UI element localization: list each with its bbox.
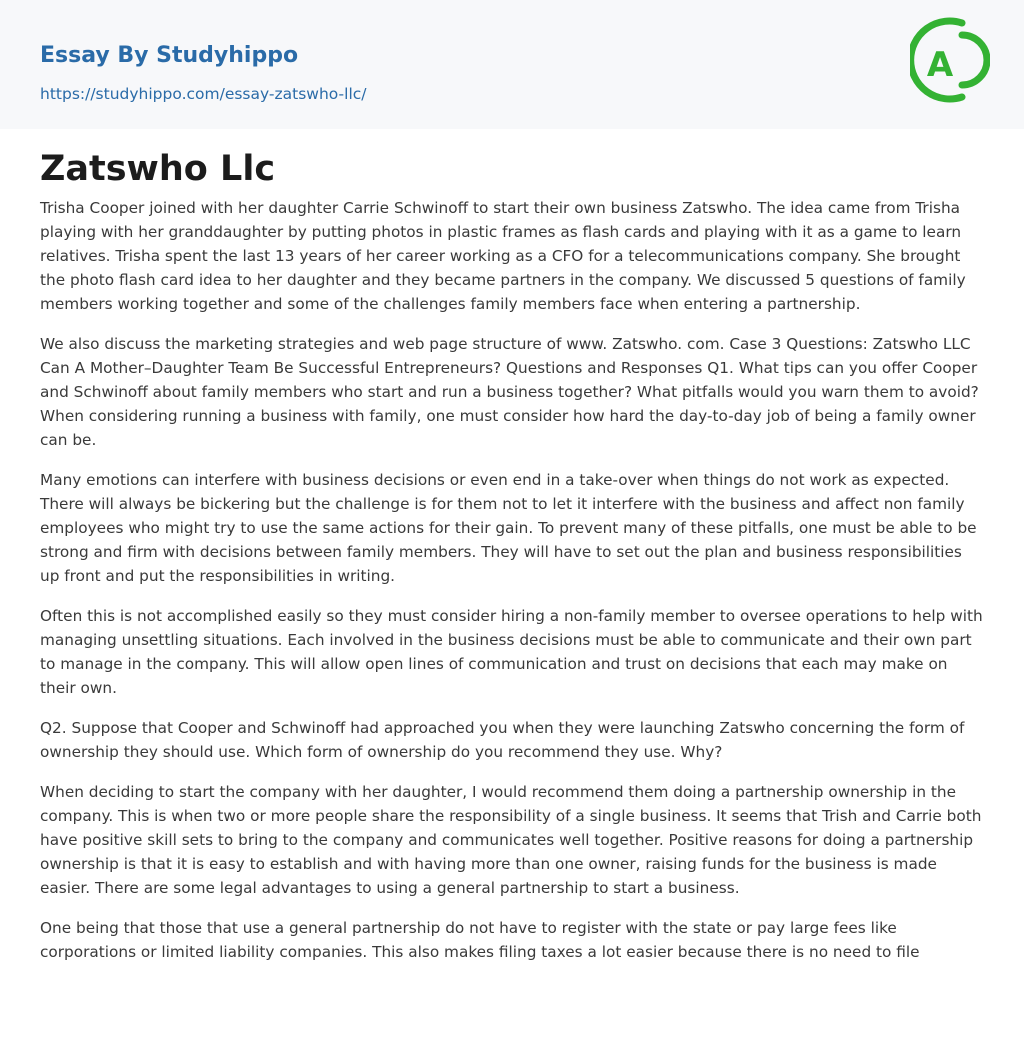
- essay-paragraph: Q2. Suppose that Cooper and Schwinoff had approached you when they were launching Zatswho concerning the form of ownership they should use. Which form of ownership do you recommend they use. Why?: [40, 719, 965, 761]
- essay-title: Zatswho Llc: [40, 149, 276, 189]
- essay-url-link[interactable]: https://studyhippo.com/essay-zatswho-llc/: [40, 85, 367, 103]
- essay-content: [40, 129, 984, 980]
- essay-paragraph: One being that those that use a general partnership do not have to register with the state or pay large fees like corporations or limited liability companies. This also makes filing taxes a lot easier because there is no need to file: [40, 919, 920, 961]
- studyhippo-logo-icon[interactable]: [910, 16, 990, 106]
- site-name[interactable]: Essay By Studyhippo: [40, 43, 299, 68]
- essay-paragraph: We also discuss the marketing strategies and web page structure of www. Zatswho. com. Case 3 Questions: Zatswho LLC Can A Mother–Daughter Team Be Successful Entrepreneurs? Questions and Responses Q1. What tips can you offer Cooper and Schwinoff about family members who start and run a business together? What pitfalls would you warn them to avoid? When considering running a business with family, one must consider how hard the day-to-day job of being a family owner can be.: [40, 335, 979, 449]
- essay-paragraph: When deciding to start the company with her daughter, I would recommend them doing a partnership ownership in the company. This is when two or more people share the responsibility of a single business. It seems that Trish and Carrie both have positive skill sets to bring to the company and communicates well together. Positive reasons for doing a partnership ownership is that it is easy to establish and with having more than one owner, raising funds for the business is made easier. There are some legal advantages to using a general partnership to start a business.: [40, 783, 982, 897]
- logo-letter: A: [926, 45, 954, 85]
- site-header: [0, 0, 1024, 129]
- essay-paragraph: Often this is not accomplished easily so they must consider hiring a non-family member to oversee operations to help with managing unsettling situations. Each involved in the business decisions must be able to communicate and their own part to manage in the company. This will allow open lines of communication and trust on decisions that each may make on their own.: [40, 607, 983, 697]
- essay-paragraph: Trisha Cooper joined with her daughter Carrie Schwinoff to start their own business Zatswho. The idea came from Trisha playing with her granddaughter by putting photos in plastic frames as flash cards and playing with it as a game to learn relatives. Trisha spent the last 13 years of her career working as a CFO for a telecommunications company. She brought the photo flash card idea to her daughter and they became partners in the company. We discussed 5 questions of family members working together and some of the challenges family members face when entering a partnership.: [40, 199, 966, 313]
- essay-paragraph: Many emotions can interfere with business decisions or even end in a take-over when things do not work as expected. There will always be bickering but the challenge is for them not to let it interfere with the business and affect non family employees who might try to use the same actions for their gain. To prevent many of these pitfalls, one must be able to be strong and firm with decisions between family members. They will have to set out the plan and business responsibilities up front and put the responsibilities in writing.: [40, 471, 977, 585]
